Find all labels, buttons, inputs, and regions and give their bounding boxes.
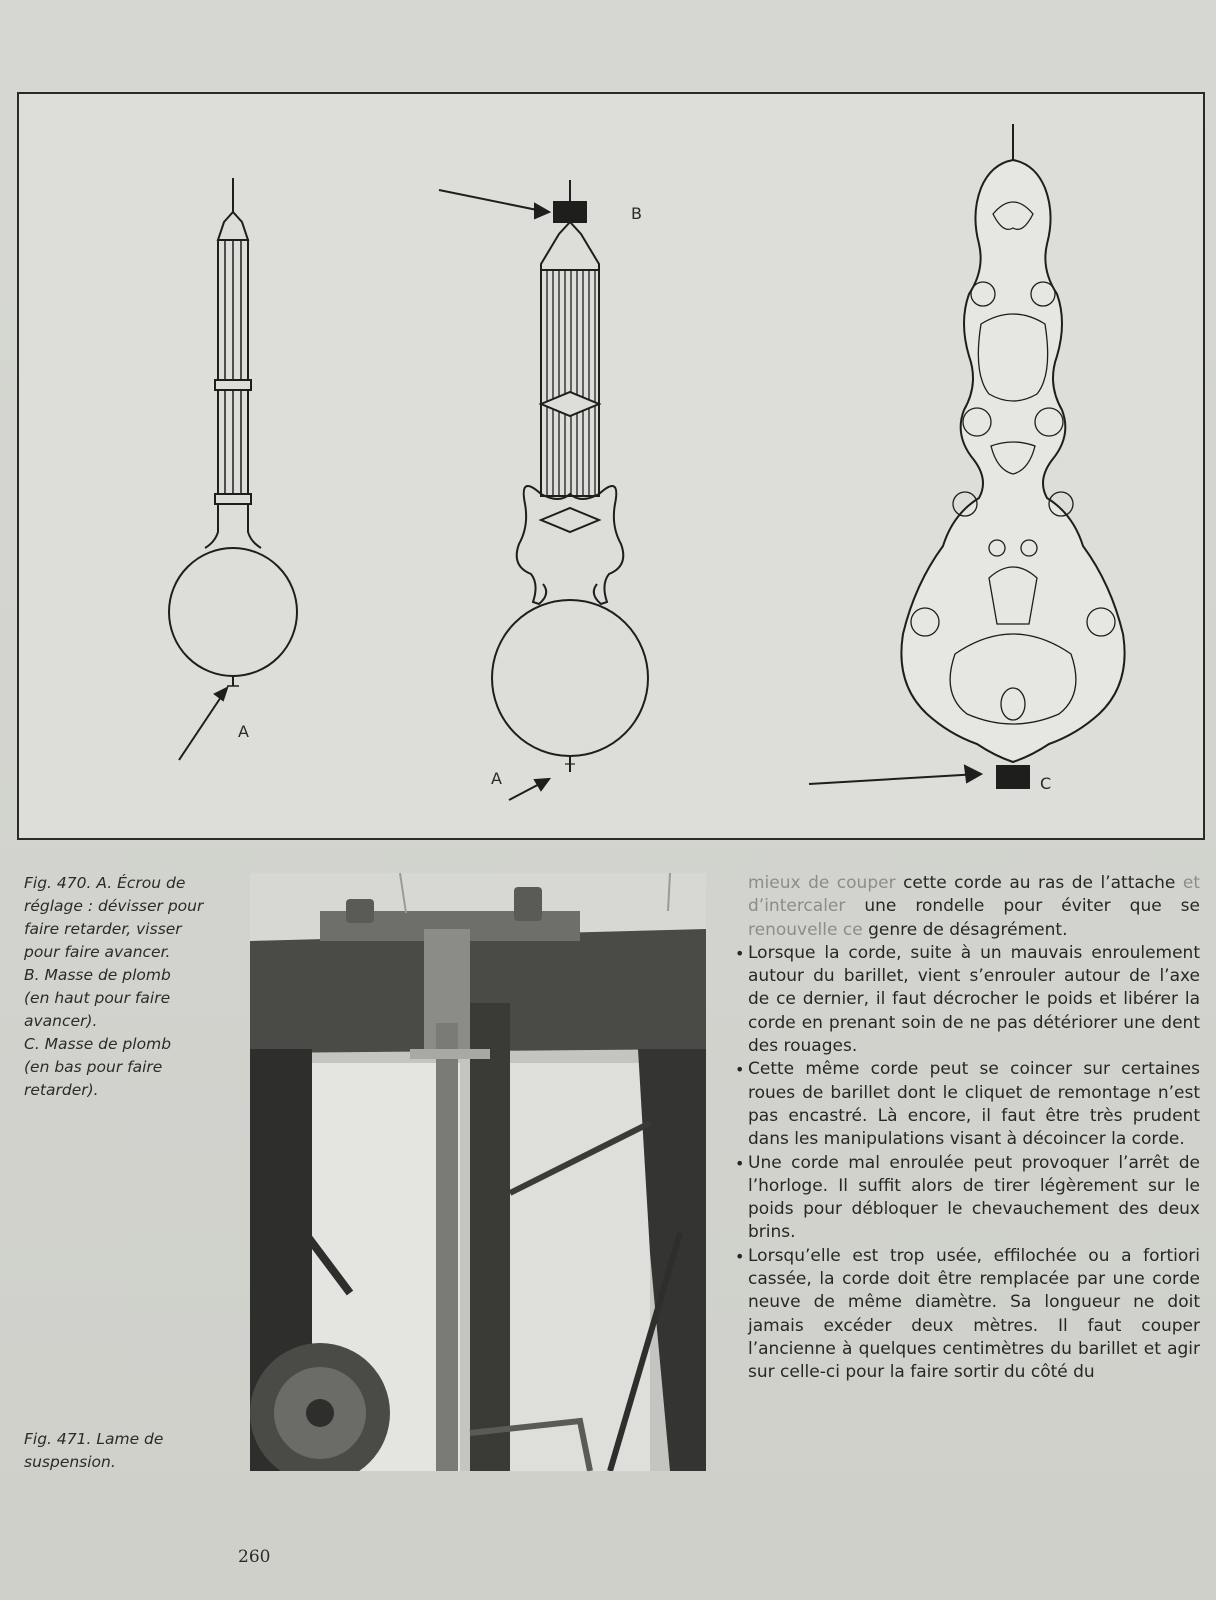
caption-line: avancer). [24,1012,98,1030]
list-item: • Lorsqu’elle est trop usée, effilochée ou a fortiori cassée, la corde doit être remplacée par une corde neuve de même diamètre. Sa longueur ne doit jamais excéder deux mètres. Il faut couper l’ancienne à quelques centimètres du barillet et agir sur celle-ci pour la faire sortir du côté du [735,1245,1200,1383]
label-c: C [1040,774,1052,793]
pendulum-simple [169,178,297,760]
pendulum-repousse [809,124,1125,788]
body-text [735,872,1200,1385]
label-a-mid: A [491,769,502,788]
pendulum-ornate [439,180,648,800]
label-b: B [631,204,642,223]
caption-line: pour faire avancer. [24,943,171,961]
caption-line: suspension. [24,1453,116,1471]
caption-line: retarder). [24,1081,99,1099]
suspension-photo-illustration [250,873,706,1471]
list-item: • Une corde mal enroulée peut provoquer l’arrêt de l’horloge. Il suffit alors de tirer légèrement sur le poids pour débloquer le chevauchement des deux brins. [735,1152,1200,1243]
caption-line: B. Masse de plomb [24,966,171,984]
photo-suspension-spring [250,873,706,1471]
figure-470-drawing [19,94,1203,838]
text-run: genre de désagrément. [862,919,1068,940]
intro-paragraph [748,872,1200,942]
faded-text: renouvelle ce [748,919,863,940]
caption-line: (en haut pour faire [24,989,171,1007]
faded-text: mieux de couper [748,873,896,893]
caption-line: Fig. 471. Lame de [24,1430,164,1448]
label-a-left: A [238,722,249,741]
caption-line: Fig. 470. A. Écrou de [24,874,186,892]
list-item: • Lorsque la corde, suite à un mauvais enroulement autour du barillet, vient s’enrouler autour de l’axe de ce dernier, il faut décrocher le poids et libérer la corde en prenant soin de ne pas détériorer une dent des rouages. [735,942,1200,1057]
caption-line: réglage : dévisser pour [24,897,204,915]
bullet-list [735,942,1200,1385]
caption-line: C. Masse de plomb [24,1035,172,1053]
page-number: 260 [238,1547,271,1567]
caption-line: (en bas pour faire [24,1058,163,1076]
caption-fig-470 [24,872,224,1102]
caption-line: faire retarder, visser [24,920,182,938]
figure-470-frame [17,92,1205,840]
text-run: une rondelle pour éviter que se [845,896,1200,917]
caption-fig-471 [24,1428,224,1474]
list-item: • Cette même corde peut se coincer sur certaines roues de barillet dont le cliquet de remontage n’est pas encastré. Là encore, il faut être très prudent dans les manipulations visant à décoincer la corde. [735,1059,1200,1150]
faded-text: et d’intercaler [748,873,1200,917]
text-run: cette corde au ras de l’attache [895,873,1176,893]
